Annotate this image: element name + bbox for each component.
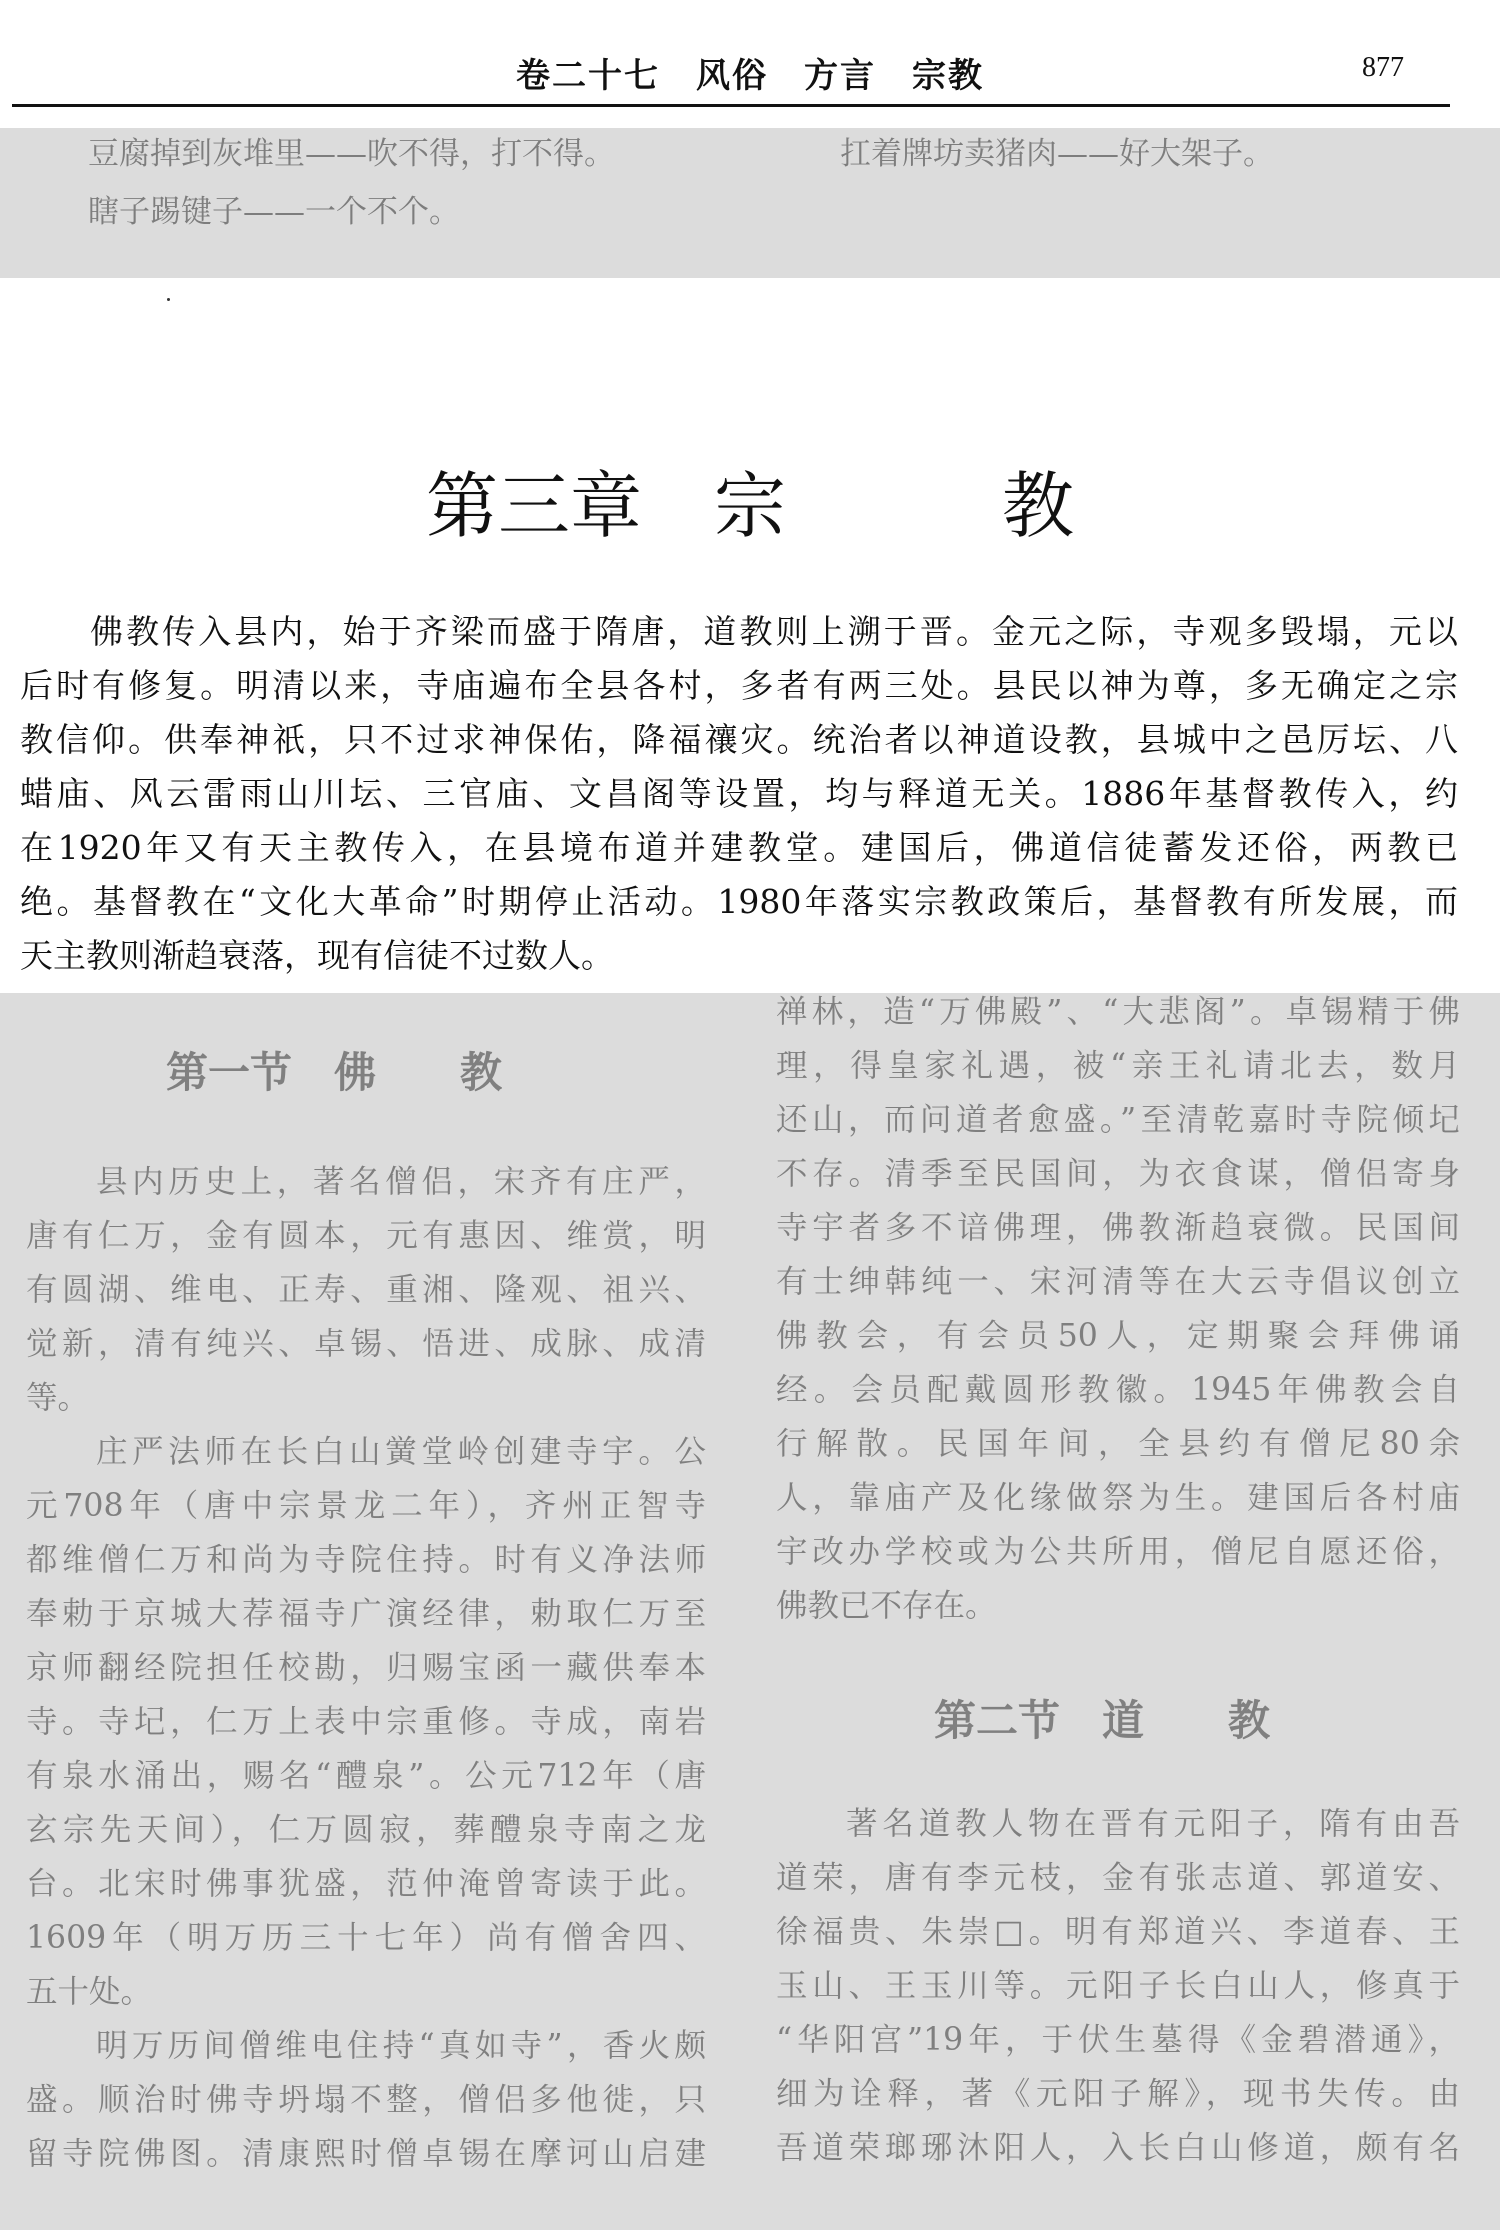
intro-line: 后时有修复。明清以来，寺庙遍布全县各村，多者有两三处。县民以神为尊，多无确定之宗 xyxy=(20,666,1458,705)
intro-line: 在1920年又有天主教传入，在县境布道并建教堂。建国后，佛道信徒蓄发还俗，两教已 xyxy=(20,828,1458,867)
body-line: 理，得皇家礼遇，被“亲王礼请北去，数月 xyxy=(776,1048,1460,1084)
body-line: 细为诠释，著《元阳子解》，现书失传。由 xyxy=(776,2076,1460,2112)
body-line: 都维僧仁万和尚为寺院住持。时有义净法师 xyxy=(26,1542,706,1578)
section-title-taoism: 第二节 道 教 xyxy=(934,1696,1271,1745)
body-line: 盛。顺治时佛寺坍塌不整，僧侣多他徙，只 xyxy=(26,2082,706,2118)
proverb-line: 瞎子踢键子——一个不个。 xyxy=(88,194,460,230)
body-line: 有圆湖、维电、正寿、重湘、隆观、祖兴、 xyxy=(26,1272,706,1308)
intro-line: 佛教传入县内，始于齐梁而盛于隋唐，道教则上溯于晋。金元之际，寺观多毁塌，元以 xyxy=(90,612,1458,651)
body-line: 京师翻经院担任校勘，归赐宝函一藏供奉本 xyxy=(26,1650,706,1686)
body-line: 佛教会，有会员50人，定期聚会拜佛诵 xyxy=(776,1318,1460,1354)
body-line: 县内历史上，著名僧侣，宋齐有庄严， xyxy=(96,1164,706,1200)
body-line: “华阳宫”19年，于伏生墓得《金碧潜通》， xyxy=(776,2022,1460,2058)
body-line: 行解散。民国年间，全县约有僧尼80余 xyxy=(776,1426,1460,1462)
body-line: 庄严法师在长白山黉堂岭创建寺宇。公 xyxy=(96,1434,706,1470)
body-line: 徐福贵、朱崇□。明有郑道兴、李道春、王 xyxy=(776,1914,1460,1950)
header-rule xyxy=(12,104,1450,107)
body-line: 五十处。 xyxy=(26,1974,153,2010)
body-line: 觉新，清有纯兴、卓锡、悟进、成脉、成清 xyxy=(26,1326,706,1362)
body-line: 留寺院佛图。清康熙时僧卓锡在摩诃山启建 xyxy=(26,2136,706,2172)
body-line: 不存。清季至民国间，为衣食谋，僧侣寄身 xyxy=(776,1156,1460,1192)
scan-speck xyxy=(167,298,170,301)
section-title-buddhism: 第一节 佛 教 xyxy=(166,1048,503,1097)
proverb-line: 豆腐掉到灰堆里——吹不得，打不得。 xyxy=(88,136,615,172)
body-line: 寺。寺圮，仁万上表中宗重修。寺成，南岩 xyxy=(26,1704,706,1740)
body-line: 奉勅于京城大荐福寺广演经律，勅取仁万至 xyxy=(26,1596,706,1632)
body-line: 有泉水涌出，赐名“醴泉”。公元712年（唐 xyxy=(26,1758,706,1794)
body-line: 台。北宋时佛事犹盛，范仲淹曾寄读于此。 xyxy=(26,1866,706,1902)
body-line: 玉山、王玉川等。元阳子长白山人，修真于 xyxy=(776,1968,1460,2004)
body-line: 佛教已不存在。 xyxy=(776,1588,997,1624)
body-line: 吾道荣瑯琊沐阳人，入长白山修道，颇有名 xyxy=(776,2130,1460,2166)
body-line: 还山，而问道者愈盛。”至清乾嘉时寺院倾圮 xyxy=(776,1102,1460,1138)
body-line: 有士绅韩纯一、宋河清等在大云寺倡议创立 xyxy=(776,1264,1460,1300)
intro-line: 天主教则渐趋衰落，现有信徒不过数人。 xyxy=(20,936,614,975)
body-line: 经。会员配戴圆形教徽。1945年佛教会自 xyxy=(776,1372,1460,1408)
body-line: 1609年（明万历三十七年）尚有僧舍四、 xyxy=(26,1920,706,1956)
body-line: 人，靠庙产及化缘做祭为生。建国后各村庙 xyxy=(776,1480,1460,1516)
body-line: 明万历间僧维电住持“真如寺”，香火颇 xyxy=(96,2028,706,2064)
running-title: 卷二十七 风俗 方言 宗教 xyxy=(516,56,984,96)
intro-line: 绝。基督教在“文化大革命”时期停止活动。1980年落实宗教政策后，基督教有所发展，而 xyxy=(20,882,1458,921)
body-line: 等。 xyxy=(26,1380,90,1416)
body-line: 元708年（唐中宗景龙二年），齐州正智寺 xyxy=(26,1488,706,1524)
chapter-title: 第三章 宗 教 xyxy=(425,464,1074,548)
proverb-line: 扛着牌坊卖猪肉——好大架子。 xyxy=(840,136,1274,172)
body-line: 禅林，造“万佛殿”、“大悲阁”。卓锡精于佛 xyxy=(776,994,1460,1030)
body-line: 唐有仁万，金有圆本，元有惠因、维赏，明 xyxy=(26,1218,706,1254)
body-line: 著名道教人物在晋有元阳子，隋有由吾 xyxy=(846,1806,1460,1842)
intro-line: 教信仰。供奉神祇，只不过求神保佑，降福禳灾。统治者以神道设教，县城中之邑厉坛、八 xyxy=(20,720,1458,759)
intro-line: 蜡庙、风云雷雨山川坛、三官庙、文昌阁等设置，均与释道无关。1886年基督教传入，约 xyxy=(20,774,1458,813)
page-number: 877 xyxy=(1362,52,1404,83)
body-line: 宇改办学校或为公共所用，僧尼自愿还俗， xyxy=(776,1534,1460,1570)
body-line: 玄宗先天间），仁万圆寂，葬醴泉寺南之龙 xyxy=(26,1812,706,1848)
body-line: 寺宇者多不谙佛理，佛教渐趋衰微。民国间 xyxy=(776,1210,1460,1246)
body-line: 道荣，唐有李元枝，金有张志道、郭道安、 xyxy=(776,1860,1460,1896)
